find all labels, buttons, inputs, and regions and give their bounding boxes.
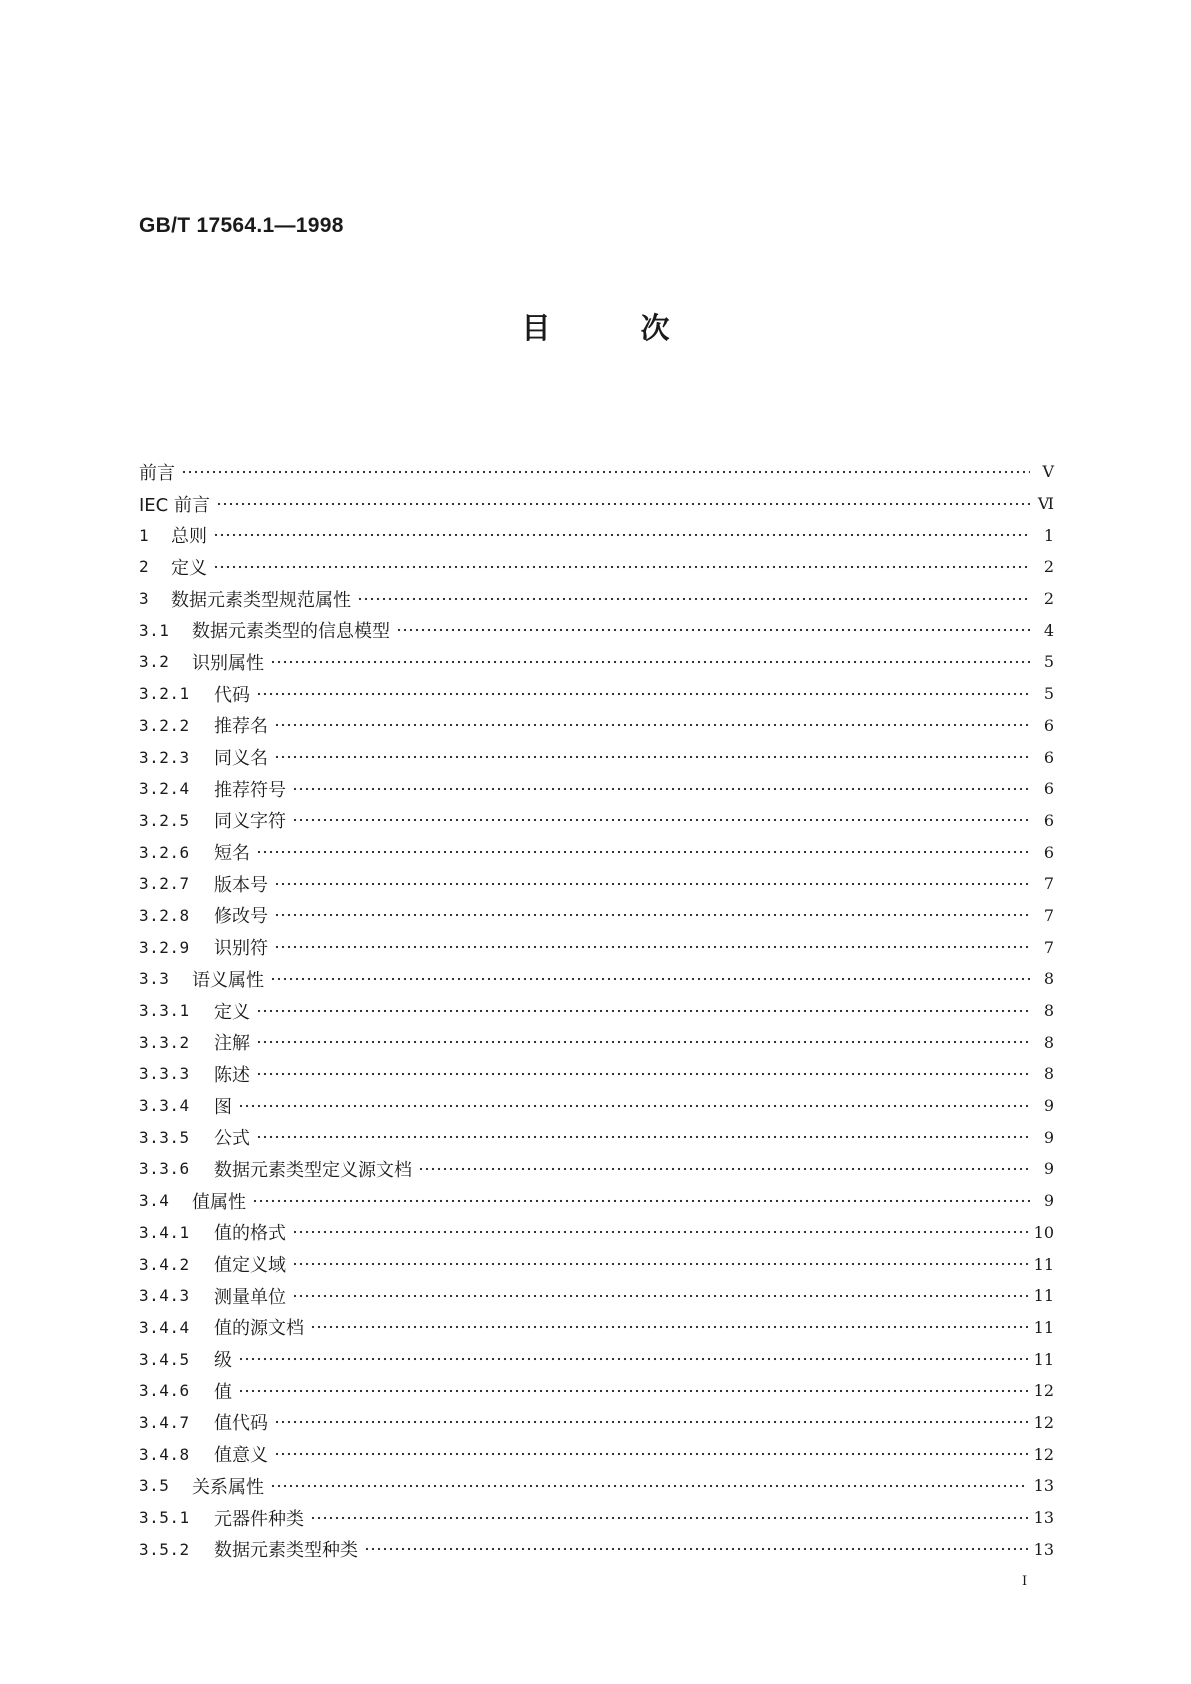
toc-entry-leader-dots [213,526,1030,544]
toc-entry-label: 值意义 [214,1445,268,1467]
toc-entry-leader-dots [270,1477,1028,1495]
toc-entry-label: 测量单位 [214,1286,286,1308]
toc-entry-page: 8 [1043,1064,1054,1084]
toc-entry-page: 13 [1033,1476,1054,1496]
toc-entry-number: 3.2.2 [139,715,190,735]
toc-entry-number: 3.4.7 [139,1412,190,1432]
toc-entry-leader-dots [252,1192,1030,1210]
toc-entry[interactable] [139,1312,1054,1344]
toc-entry-label: 公式 [214,1128,250,1150]
toc-entry-label: 数据元素类型的信息模型 [192,621,390,643]
toc-entry[interactable] [139,583,1054,615]
toc-entry-number: 3.5.1 [139,1508,190,1528]
toc-entry-leader-dots [274,1413,1028,1431]
toc-entry-leader-dots [238,1382,1028,1400]
toc-entry-leader-dots [396,621,1030,639]
toc-entry-label: 同义名 [214,748,268,770]
toc-entry-page: 11 [1033,1349,1054,1369]
toc-entry[interactable] [139,773,1054,805]
toc-entry[interactable] [139,1090,1054,1122]
toc-entry[interactable] [139,1533,1054,1565]
toc-entry[interactable] [139,1407,1054,1439]
page-number: I [1022,1574,1028,1589]
toc-entry-leader-dots [213,558,1030,576]
toc-entry-leader-dots [274,748,1030,766]
toc-entry-page: 5 [1043,684,1054,704]
toc-entry-leader-dots [274,906,1030,924]
toc-entry-number: 3.4.4 [139,1317,190,1337]
toc-entry[interactable] [139,868,1054,900]
toc-entry-leader-dots [292,1223,1028,1241]
toc-entry-label: 推荐名 [214,716,268,738]
toc-entry-number: 3.3 [139,969,170,989]
toc-entry-label: 值的源文档 [214,1318,304,1340]
toc-entry[interactable] [139,1153,1054,1185]
toc-entry[interactable] [139,1121,1054,1153]
toc-entry-label: 陈述 [214,1064,250,1086]
toc-entry-label: 值定义域 [214,1255,286,1277]
toc-entry-page: 10 [1033,1222,1054,1242]
toc-entry-number: 3.5 [139,1476,170,1496]
toc-entry[interactable] [139,1375,1054,1407]
toc-entry-label: 元器件种类 [214,1508,304,1530]
toc-entry-page: 7 [1043,874,1054,894]
toc-entry-number: 3 [139,589,150,609]
toc-entry[interactable] [139,678,1054,710]
toc-entry[interactable] [139,488,1054,520]
toc-entry[interactable] [139,1026,1054,1058]
toc-entry-page: 11 [1033,1286,1054,1306]
toc-entry[interactable] [139,931,1054,963]
toc-entry-page: 11 [1033,1254,1054,1274]
toc-entry-page: 9 [1043,1191,1054,1211]
toc-entry-page: 7 [1043,905,1054,925]
toc-entry-label: 短名 [214,843,250,865]
toc-entry-page: 5 [1043,652,1054,672]
toc-entry-number: 3.3.2 [139,1032,190,1052]
toc-heading-char-2: 次 [640,311,670,345]
toc-entry-number: 3.4.2 [139,1254,190,1274]
toc-entry-label: 推荐符号 [214,779,286,801]
toc-entry-page: 6 [1043,810,1054,830]
toc-entry-page: 1 [1043,525,1054,545]
toc-entry-page: 8 [1043,969,1054,989]
toc-entry[interactable] [139,963,1054,995]
toc-entry-leader-dots [292,1255,1028,1273]
toc-entry-leader-dots [256,685,1030,703]
toc-entry-leader-dots [256,1128,1030,1146]
toc-entry-label: 同义字符 [214,811,286,833]
toc-entry[interactable] [139,741,1054,773]
toc-entry[interactable] [139,646,1054,678]
toc-entry-number: 3.2.8 [139,905,190,925]
toc-entry-page: 7 [1043,937,1054,957]
toc-entry-number: 3.4.1 [139,1222,190,1242]
toc-entry-page: 6 [1043,747,1054,767]
toc-entry-leader-dots [357,590,1030,608]
toc-entry-number: 3.2 [139,652,170,672]
toc-entry-number: 3.4.5 [139,1349,190,1369]
toc-entry[interactable] [139,551,1054,583]
standard-code: GB/T 17564.1—1998 [139,214,344,237]
toc-entry-number: 3.4 [139,1191,170,1211]
toc-entry-page: 2 [1043,589,1054,609]
toc-entry[interactable] [139,1280,1054,1312]
toc-entry-label: 级 [214,1350,232,1372]
toc-entry-label: 关系属性 [192,1476,264,1498]
toc-entry-leader-dots [274,1445,1028,1463]
toc-entry-number: 3.3.1 [139,1001,190,1021]
toc-entry-page: 4 [1043,620,1054,640]
toc-entry-leader-dots [270,653,1030,671]
toc-entry[interactable] [139,805,1054,837]
toc-entry-leader-dots [364,1540,1028,1558]
toc-entry-number: 3.1 [139,620,170,640]
toc-entry-label: 数据元素类型规范属性 [171,589,351,611]
toc-entry-number: 3.3.5 [139,1127,190,1147]
toc-entry-page: 6 [1043,715,1054,735]
toc-entry-number: 3.2.3 [139,747,190,767]
toc-entry-leader-dots [256,1065,1030,1083]
toc-entry[interactable] [139,836,1054,868]
toc-entry-label: 代码 [214,684,250,706]
toc-entry-number: 3.3.4 [139,1096,190,1116]
toc-entry-page: 9 [1043,1159,1054,1179]
toc-entry[interactable] [139,1438,1054,1470]
toc-entry-number: 3.3.3 [139,1064,190,1084]
toc-entry[interactable] [139,1185,1054,1217]
toc-entry-leader-dots [418,1160,1030,1178]
toc-entry-number: 2 [139,557,150,577]
toc-entry-label: 识别符 [214,938,268,960]
toc-entry-number: 3.2.6 [139,842,190,862]
toc-entry-leader-dots [181,463,1030,481]
toc-entry-leader-dots [274,938,1030,956]
toc-entry-label: IEC 前言 [139,494,210,516]
toc-entry-leader-dots [238,1350,1028,1368]
toc-entry-number: 3.5.2 [139,1539,190,1559]
table-of-contents [139,456,1054,1565]
toc-entry-leader-dots [256,1002,1030,1020]
toc-entry[interactable] [139,900,1054,932]
toc-entry-leader-dots [310,1509,1028,1527]
toc-entry-label: 图 [214,1096,232,1118]
toc-entry-page: 12 [1033,1381,1054,1401]
toc-entry-leader-dots [238,1097,1030,1115]
toc-entry-page: 8 [1043,1032,1054,1052]
toc-entry-label: 值属性 [192,1191,246,1213]
toc-entry-page: Ⅵ [1037,494,1054,514]
toc-entry-leader-dots [292,811,1030,829]
toc-entry[interactable] [139,1343,1054,1375]
toc-entry-page: 11 [1033,1317,1054,1337]
toc-entry[interactable] [139,519,1054,551]
toc-entry-page: 12 [1033,1444,1054,1464]
toc-entry[interactable] [139,1470,1054,1502]
toc-entry-leader-dots [292,780,1030,798]
toc-entry-label: 语义属性 [192,969,264,991]
toc-entry-number: 3.4.6 [139,1381,190,1401]
toc-entry[interactable] [139,1058,1054,1090]
toc-entry-label: 修改号 [214,906,268,928]
toc-entry-number: 3.4.3 [139,1286,190,1306]
toc-entry-label: 值 [214,1381,232,1403]
toc-entry-number: 3.2.7 [139,874,190,894]
toc-entry-page: V [1042,462,1054,482]
toc-entry-number: 1 [139,525,150,545]
toc-entry-leader-dots [256,843,1030,861]
toc-entry[interactable] [139,995,1054,1027]
toc-entry-page: 13 [1033,1508,1054,1528]
toc-entry-label: 总则 [171,526,207,548]
toc-entry[interactable] [139,1502,1054,1534]
toc-entry[interactable] [139,1248,1054,1280]
toc-entry-page: 6 [1043,842,1054,862]
toc-entry-number: 3.2.5 [139,810,190,830]
toc-entry-page: 9 [1043,1127,1054,1147]
toc-entry-label: 识别属性 [192,652,264,674]
toc-entry-label: 定义 [171,557,207,579]
toc-entry-leader-dots [256,1033,1030,1051]
toc-entry-number: 3.2.4 [139,779,190,799]
toc-entry-leader-dots [310,1318,1028,1336]
toc-entry-leader-dots [274,716,1030,734]
toc-entry-number: 3.3.6 [139,1159,190,1179]
toc-entry-page: 6 [1043,779,1054,799]
toc-entry[interactable] [139,710,1054,742]
toc-heading-char-1: 目 [521,311,551,345]
toc-entry-label: 前言 [139,462,175,484]
toc-entry-label: 数据元素类型定义源文档 [214,1159,412,1181]
toc-entry[interactable] [139,614,1054,646]
toc-entry-number: 3.2.1 [139,684,190,704]
toc-entry-label: 定义 [214,1001,250,1023]
toc-entry-leader-dots [274,875,1030,893]
toc-entry-label: 值代码 [214,1413,268,1435]
toc-entry-label: 版本号 [214,874,268,896]
toc-entry-number: 3.2.9 [139,937,190,957]
toc-entry-page: 8 [1043,1001,1054,1021]
toc-entry[interactable] [139,1217,1054,1249]
toc-heading [0,306,1191,347]
toc-entry[interactable] [139,456,1054,488]
toc-entry-page: 9 [1043,1096,1054,1116]
toc-entry-leader-dots [270,970,1030,988]
toc-entry-leader-dots [216,495,1030,513]
toc-entry-page: 13 [1033,1539,1054,1559]
toc-entry-page: 12 [1033,1412,1054,1432]
toc-entry-label: 值的格式 [214,1223,286,1245]
toc-entry-page: 2 [1043,557,1054,577]
toc-entry-label: 数据元素类型种类 [214,1540,358,1562]
toc-entry-label: 注解 [214,1033,250,1055]
toc-entry-number: 3.4.8 [139,1444,190,1464]
toc-entry-leader-dots [292,1287,1028,1305]
